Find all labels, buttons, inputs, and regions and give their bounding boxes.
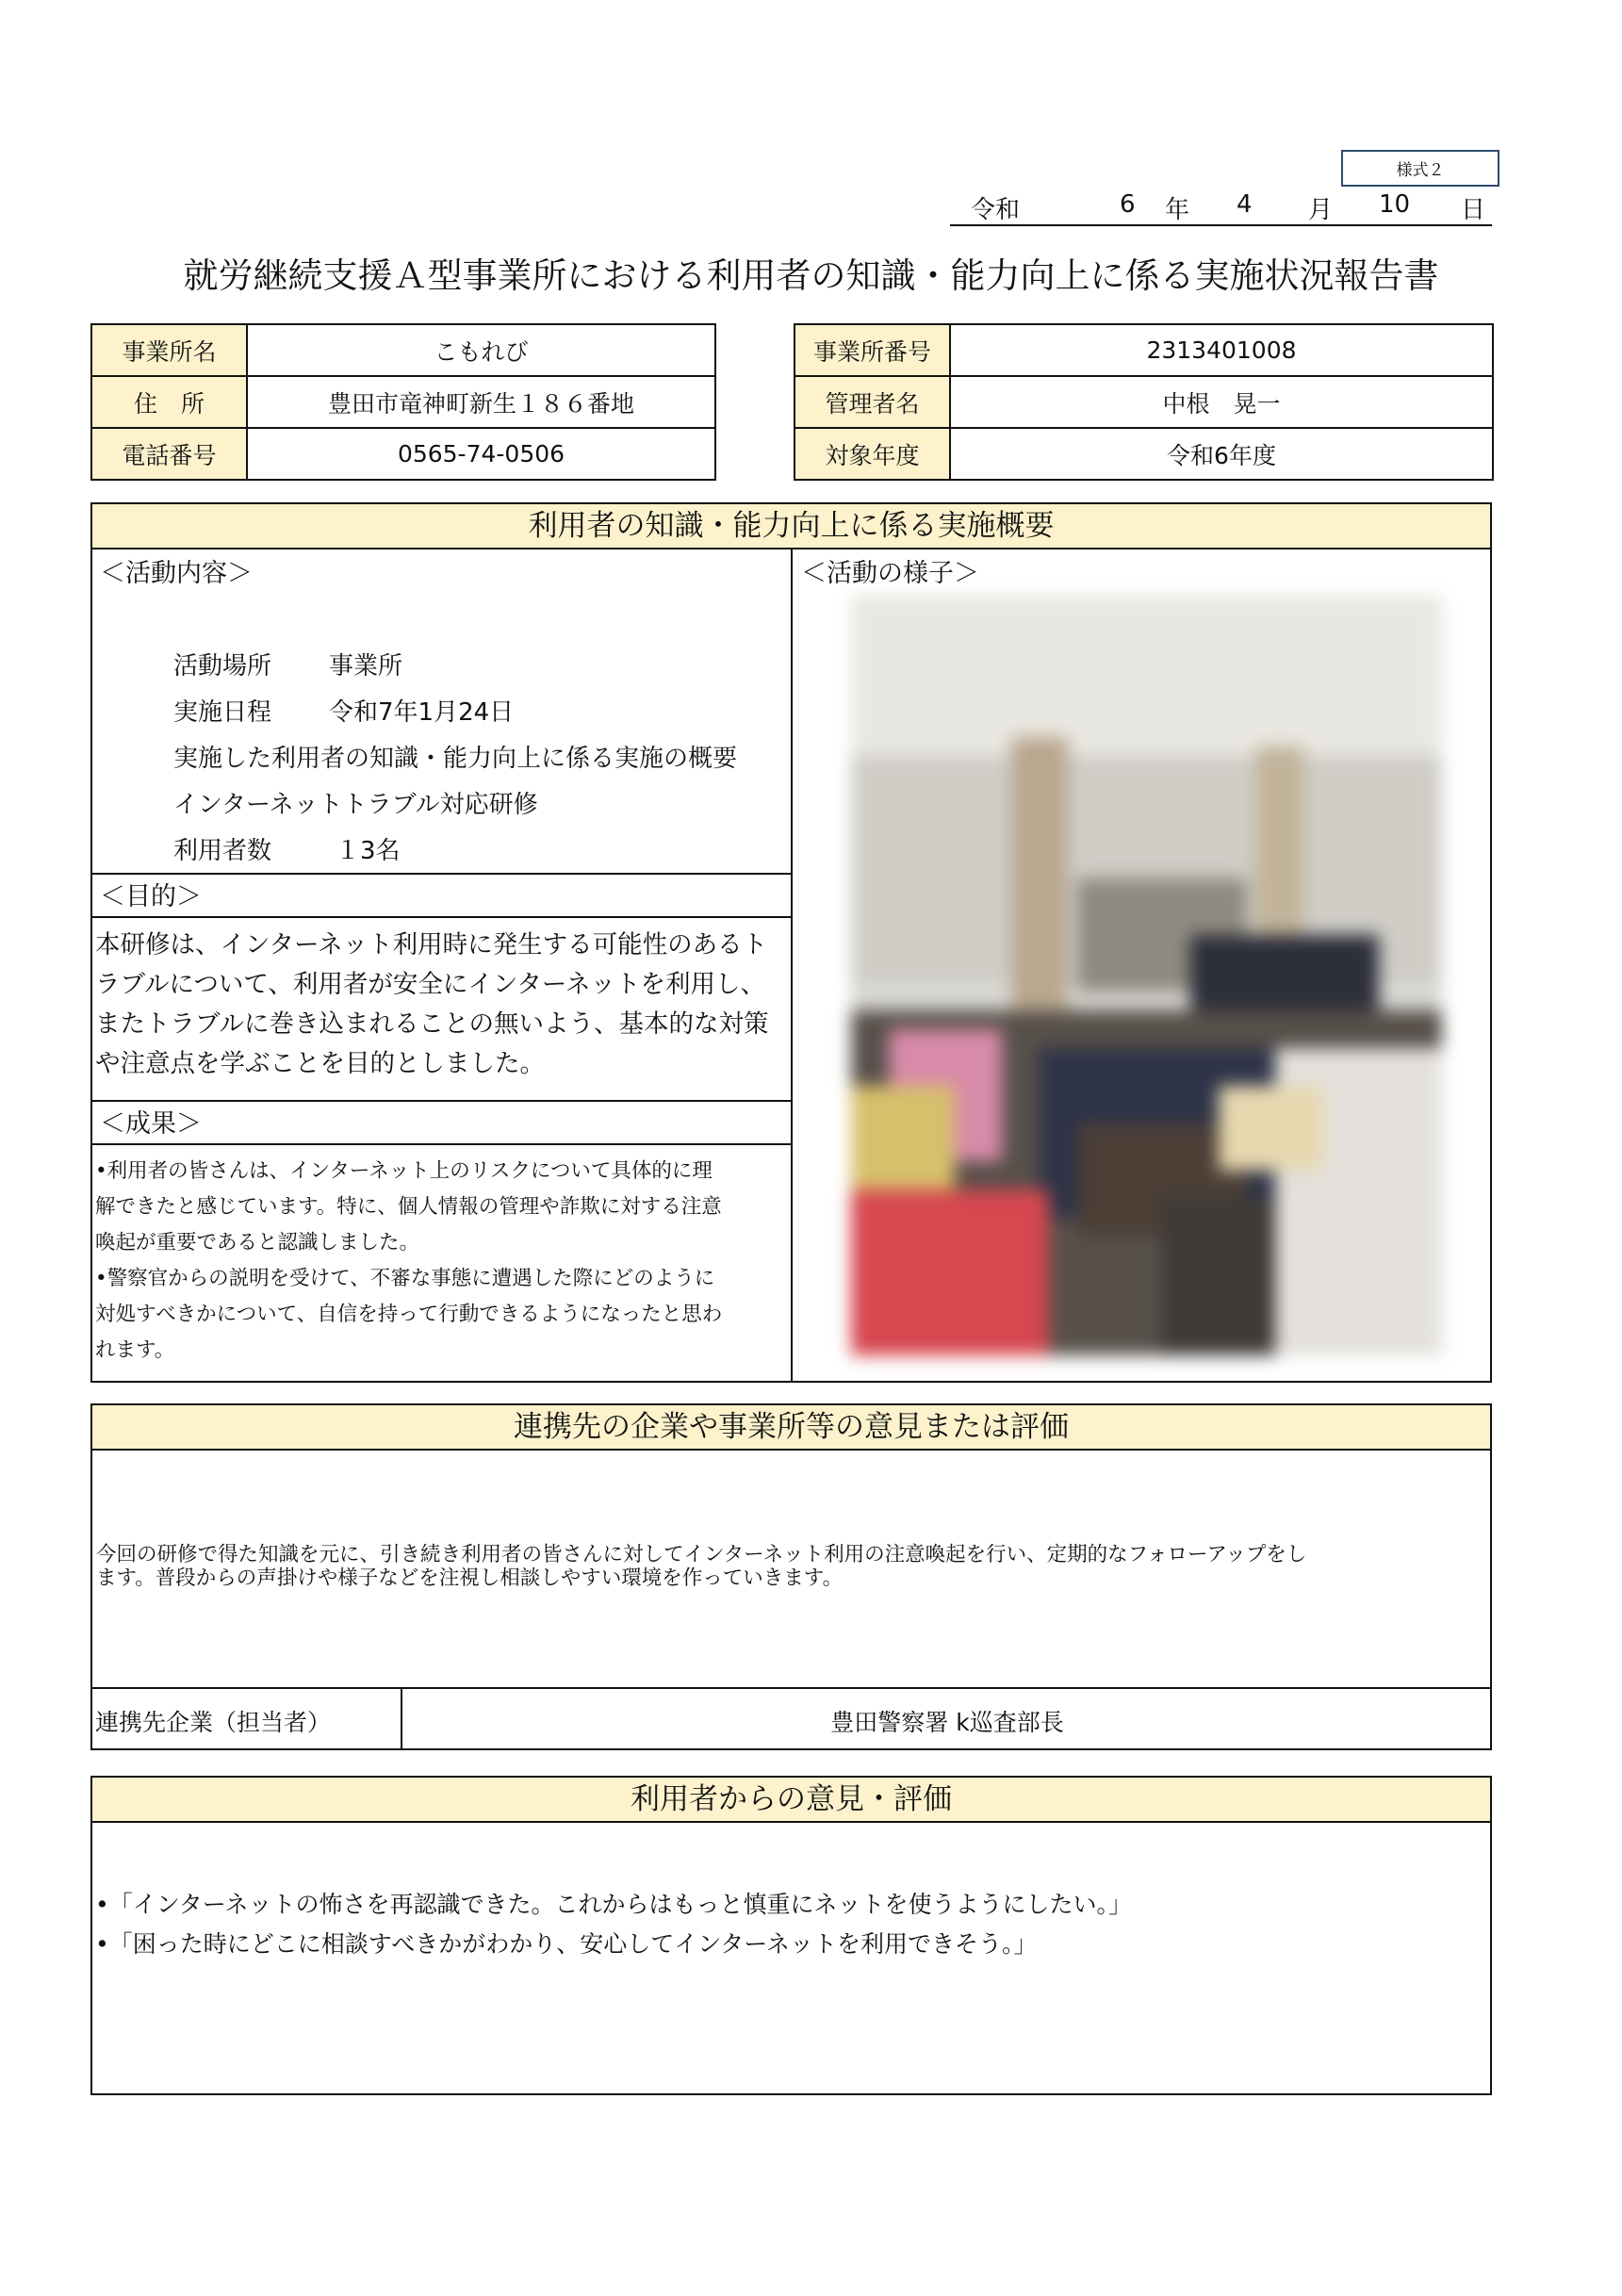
- results-line: れます。: [95, 1338, 175, 1362]
- date-year: 6: [1120, 190, 1136, 219]
- table-row: [795, 324, 1493, 376]
- activity-place-value: 事業所: [329, 652, 403, 681]
- divider: [90, 1143, 793, 1145]
- results-text: [95, 1154, 791, 1369]
- office-id-table: [794, 323, 1494, 481]
- partner-line: 今回の研修で得た知識を元に、引き続き利用者の皆さんに対してインターネット利用の注意喚起を行い、定期的なフォローアップをし: [96, 1543, 1307, 1566]
- purpose-line: ラブルについて、利用者が安全にインターネットを利用し、: [95, 970, 765, 999]
- partner-line: ます。普段からの声掛けや様子などを注視し相談しやすい環境を作っていきます。: [96, 1566, 844, 1590]
- address-value: 豊田市竜神町新生１８６番地: [247, 376, 715, 428]
- purpose-heading: ＜目的＞: [100, 882, 202, 911]
- report-date: [950, 187, 1492, 226]
- activity-summary-label: 実施した利用者の知識・能力向上に係る実施の概要: [173, 745, 738, 773]
- activity-place-label: 活動場所: [173, 652, 272, 681]
- divider: [90, 1687, 1492, 1689]
- fiscal-year-value: 令和6年度: [950, 428, 1493, 480]
- phone-label: 電話番号: [91, 428, 247, 480]
- office-number-value: 2313401008: [950, 324, 1493, 376]
- table-row: [91, 324, 715, 376]
- overview-header: 利用者の知識・能力向上に係る実施概要: [90, 502, 1492, 549]
- activity-heading: ＜活動内容＞: [100, 559, 253, 588]
- purpose-line: またトラブルに巻き込まれることの無いよう、基本的な対策: [95, 1009, 769, 1039]
- office-info-table: [90, 323, 716, 481]
- activity-count-label: 利用者数: [173, 837, 272, 865]
- activity-photo: [851, 596, 1442, 1355]
- results-heading: ＜成果＞: [100, 1109, 202, 1139]
- date-day-unit: 日: [1461, 196, 1486, 224]
- activity-date-label: 実施日程: [173, 698, 272, 727]
- partner-text: [96, 1543, 1489, 1590]
- office-number-label: 事業所番号: [795, 324, 950, 376]
- activity-date-value: 令和7年1月24日: [329, 698, 515, 727]
- date-year-unit: 年: [1165, 196, 1190, 224]
- activity-count-value: １3名: [336, 837, 401, 865]
- purpose-line: 本研修は、インターネット利用時に発生する可能性のあるト: [95, 930, 768, 959]
- partner-header: 連携先の企業や事業所等の意見または評価: [90, 1403, 1492, 1451]
- date-era: 令和: [971, 196, 1021, 224]
- manager-value: 中根 晃一: [950, 376, 1493, 428]
- date-month: 4: [1237, 190, 1253, 219]
- feedback-line: •「インターネットの怖さを再認識できた。これからはもっと慎重にネットを使うようにしたい。」: [95, 1891, 1133, 1918]
- date-day: 10: [1379, 190, 1411, 219]
- partner-company-label: 連携先企業（担当者）: [95, 1709, 332, 1736]
- address-label: 住 所: [91, 376, 247, 428]
- page-title: 就労継続支援Ａ型事業所における利用者の知識・能力向上に係る実施状況報告書: [183, 255, 1439, 296]
- table-row: [91, 428, 715, 480]
- form-number-label: 様式２: [1341, 150, 1499, 187]
- table-row: [91, 376, 715, 428]
- overview-divider: [791, 549, 793, 1381]
- date-month-unit: 月: [1308, 196, 1334, 224]
- phone-value: 0565-74-0506: [247, 428, 715, 480]
- purpose-line: や注意点を学ぶことを目的としました。: [95, 1049, 545, 1078]
- office-name-label: 事業所名: [91, 324, 247, 376]
- results-line: 対処すべきかについて、自信を持って行動できるようになったと思わ: [95, 1303, 723, 1326]
- partner-company-value: 豊田警察署 k巡査部長: [830, 1709, 1064, 1736]
- manager-label: 管理者名: [795, 376, 950, 428]
- office-name-value: こもれび: [247, 324, 715, 376]
- results-line: •警察官からの説明を受けて、不審な事態に遭遇した際にどのように: [95, 1267, 715, 1290]
- table-row: [795, 428, 1493, 480]
- results-line: •利用者の皆さんは、インターネット上のリスクについて具体的に理: [95, 1159, 713, 1183]
- results-line: 喚起が重要であると認識しました。: [95, 1231, 420, 1255]
- feedback-line: •「困った時にどこに相談すべきかがわかり、安心してインターネットを利用できそう。」: [95, 1930, 1038, 1958]
- divider: [90, 873, 793, 875]
- user-feedback-text: [95, 1885, 1488, 1964]
- fiscal-year-label: 対象年度: [795, 428, 950, 480]
- results-line: 解できたと感じています。特に、個人情報の管理や詐欺に対する注意: [95, 1195, 722, 1219]
- user-feedback-header: 利用者からの意見・評価: [90, 1776, 1492, 1823]
- divider: [90, 1100, 793, 1102]
- divider: [90, 916, 793, 918]
- table-row: [795, 376, 1493, 428]
- activity-summary-value: インターネットトラブル対応研修: [173, 791, 538, 819]
- purpose-text: [95, 926, 788, 1084]
- photo-heading: ＜活動の様子＞: [801, 559, 979, 588]
